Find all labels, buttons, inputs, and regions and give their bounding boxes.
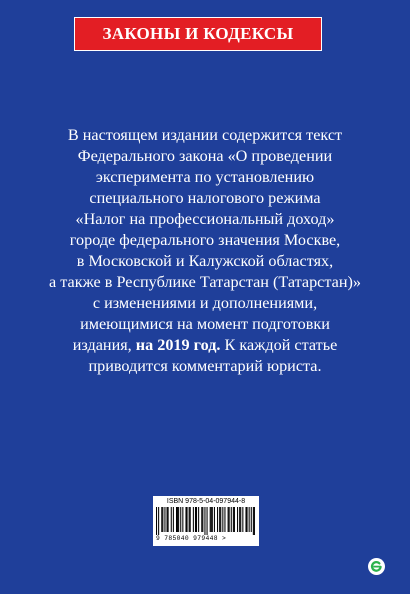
description-line: с изменениями и дополнениями, xyxy=(92,294,318,312)
description-line: имеющимися на момент подготовки xyxy=(80,315,330,333)
description-line: в Московской и Калужской областях, xyxy=(76,252,334,270)
isbn-barcode-block xyxy=(153,496,259,546)
barcode-bars xyxy=(156,507,256,535)
barcode-digits: 9 785040 979448 > xyxy=(156,535,227,542)
description-line: а также в Республике Татарстан (Татарстан)» xyxy=(49,273,361,291)
commentary-text: К каждой статье xyxy=(220,336,338,354)
isbn-number: ISBN 978-5-04-097944-8 xyxy=(166,498,246,505)
series-title: ЗАКОНЫ И КОДЕКСЫ xyxy=(102,24,294,43)
description-line: специального налогового режима xyxy=(89,189,321,207)
description-line: приводится комментарий юриста. xyxy=(88,357,322,375)
description-line: Федерального закона «О проведении xyxy=(77,147,333,165)
book-description xyxy=(18,125,392,377)
eksmo-logo-icon xyxy=(368,558,385,575)
description-line xyxy=(18,335,392,356)
series-banner xyxy=(74,17,322,51)
description-line: В настоящем издании содержится текст xyxy=(67,126,343,144)
edition-year: на 2019 год. xyxy=(135,336,221,354)
description-line: «Налог на профессиональный доход» xyxy=(75,210,335,228)
description-line: эксперимента по установлению xyxy=(95,168,315,186)
description-line: городе федерального значения Москве, xyxy=(69,231,341,249)
edition-text: издания, xyxy=(72,336,136,354)
